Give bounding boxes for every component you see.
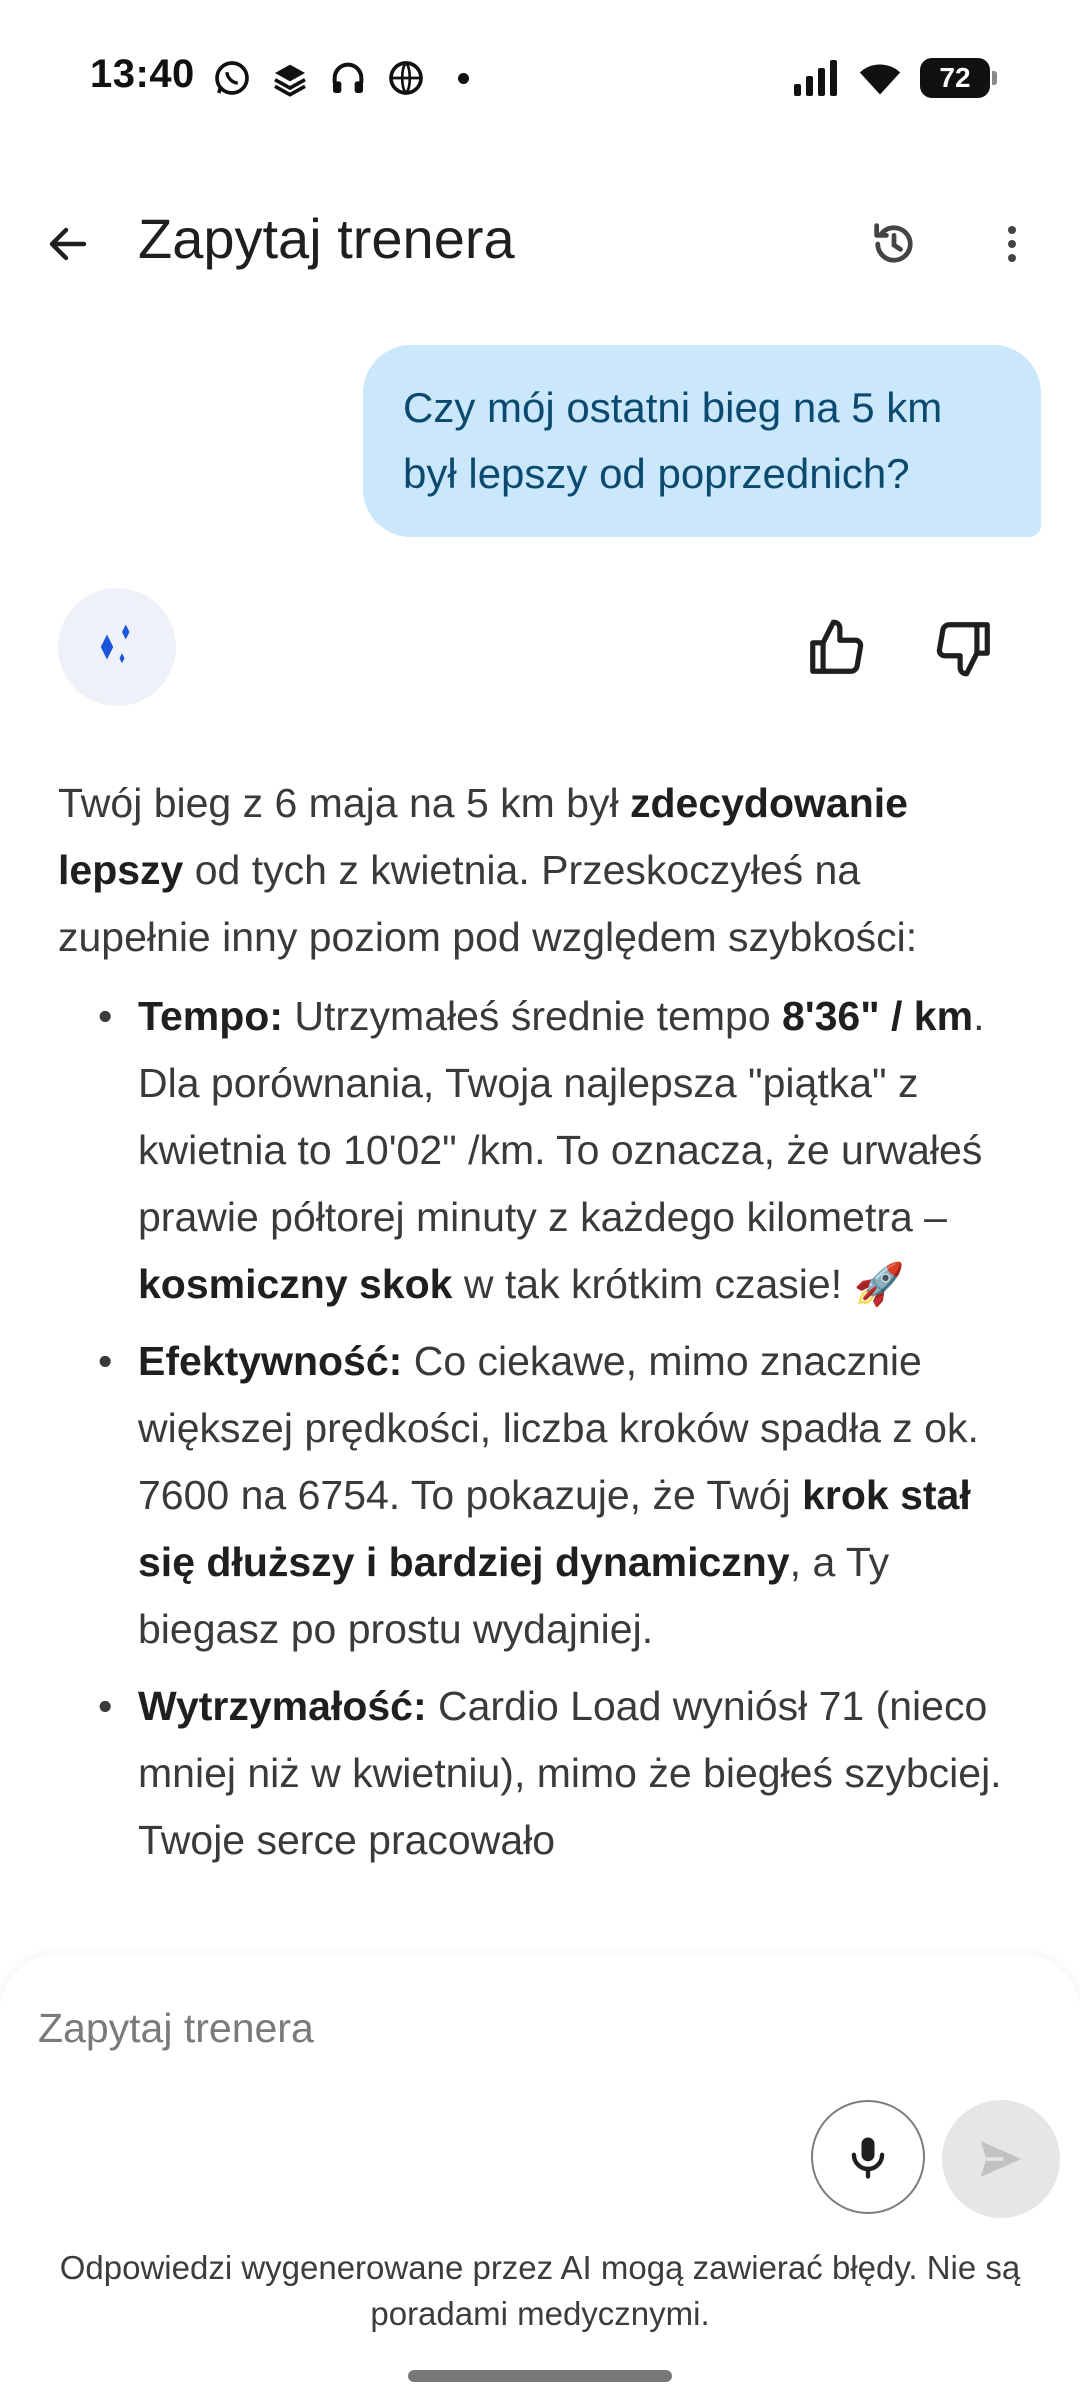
user-message-line: był lepszy od poprzednich? (403, 450, 910, 497)
globe-icon (386, 58, 426, 98)
status-notification-icons (212, 58, 469, 98)
response-text: Co ciekawe, mimo znacznie większej prędkości, liczba kroków spadła z ok. 7600 na 6754. To pokazuje, że Twój (138, 1338, 979, 1518)
more-vert-icon (988, 220, 1036, 268)
back-button[interactable] (36, 212, 100, 276)
bullet-efektywnosc (58, 1328, 1018, 1663)
mic-button[interactable] (811, 2100, 925, 2214)
response-bullet-list (58, 983, 1018, 1874)
whatsapp-icon (212, 58, 252, 98)
dot-icon (458, 73, 469, 84)
thumbs-up-icon (805, 617, 867, 679)
wifi-icon (858, 58, 902, 98)
response-text: , a Ty biegasz po prostu wydajniej. (138, 1539, 890, 1652)
headphones-icon (328, 58, 368, 98)
microphone-icon (842, 2131, 894, 2183)
app-bar (0, 190, 1080, 290)
battery-level: 72 (939, 62, 971, 93)
page-title: Zapytaj trenera (138, 207, 515, 270)
send-icon (974, 2132, 1028, 2186)
send-button[interactable] (942, 2100, 1060, 2218)
response-text: Cardio Load wyniósł 71 (nieco mniej niż w kwietniu), mimo że biegłeś szybciej. Twoje serce pracowało (138, 1683, 1002, 1863)
message-input[interactable]: Zapytaj trenera (38, 2005, 314, 2051)
response-bold-text: zdecydowanie lepszy (58, 780, 908, 893)
response-text: Utrzymałeś średnie tempo (283, 993, 783, 1039)
response-bold-text: kosmiczny skok (138, 1261, 453, 1307)
thumbs-down-button[interactable] (928, 612, 1000, 684)
response-intro (58, 770, 1018, 971)
ai-disclaimer: Odpowiedzi wygenerowane przez AI mogą zawierać błędy. Nie są poradami medycznymi. (59, 2249, 1021, 2332)
thumbs-down-icon (933, 617, 995, 679)
sparkle-icon (87, 617, 147, 677)
back-arrow-icon (44, 220, 92, 268)
bullet-tempo (58, 983, 1018, 1318)
response-text: Twój bieg z 6 maja na 5 km był (58, 780, 630, 826)
bullet-label: Wytrzymałość: (138, 1683, 427, 1729)
response-text: w tak krótkim czasie! 🚀 (452, 1261, 905, 1307)
thumbs-up-button[interactable] (800, 612, 872, 684)
stack-icon (270, 58, 310, 98)
response-text: . Dla porównania, Twoja najlepsza "piątka" z kwietnia to 10'02" /km. To oznacza, że urwałeś prawie półtorej minuty z każdego kilometra – (138, 993, 985, 1240)
ai-avatar (58, 588, 176, 706)
bullet-label: Tempo: (138, 993, 284, 1039)
response-bold-text: 8'36" / km (782, 993, 974, 1039)
battery-icon (920, 58, 990, 98)
bullet-wytrzymalosc (58, 1673, 1018, 1874)
response-bold-text: krok stał się dłuższy i bardziej dynamiczny (138, 1472, 971, 1585)
more-options-button[interactable] (980, 212, 1044, 276)
signal-icon (792, 58, 840, 98)
response-text: od tych z kwietnia. Przeskoczyłeś na zupełnie inny poziom pod względem szybkości: (58, 847, 918, 960)
composer-panel (0, 1955, 1080, 2404)
user-message-line: Czy mój ostatni bieg na 5 km (403, 384, 943, 431)
history-button[interactable] (862, 212, 926, 276)
home-indicator[interactable] (408, 2370, 672, 2382)
user-message-bubble (363, 345, 1041, 537)
status-system-icons (792, 58, 990, 98)
history-icon (868, 218, 920, 270)
ai-response (58, 770, 1018, 1960)
status-time: 13:40 (90, 52, 195, 96)
status-bar (0, 0, 1080, 160)
bullet-label: Efektywność: (138, 1338, 403, 1384)
